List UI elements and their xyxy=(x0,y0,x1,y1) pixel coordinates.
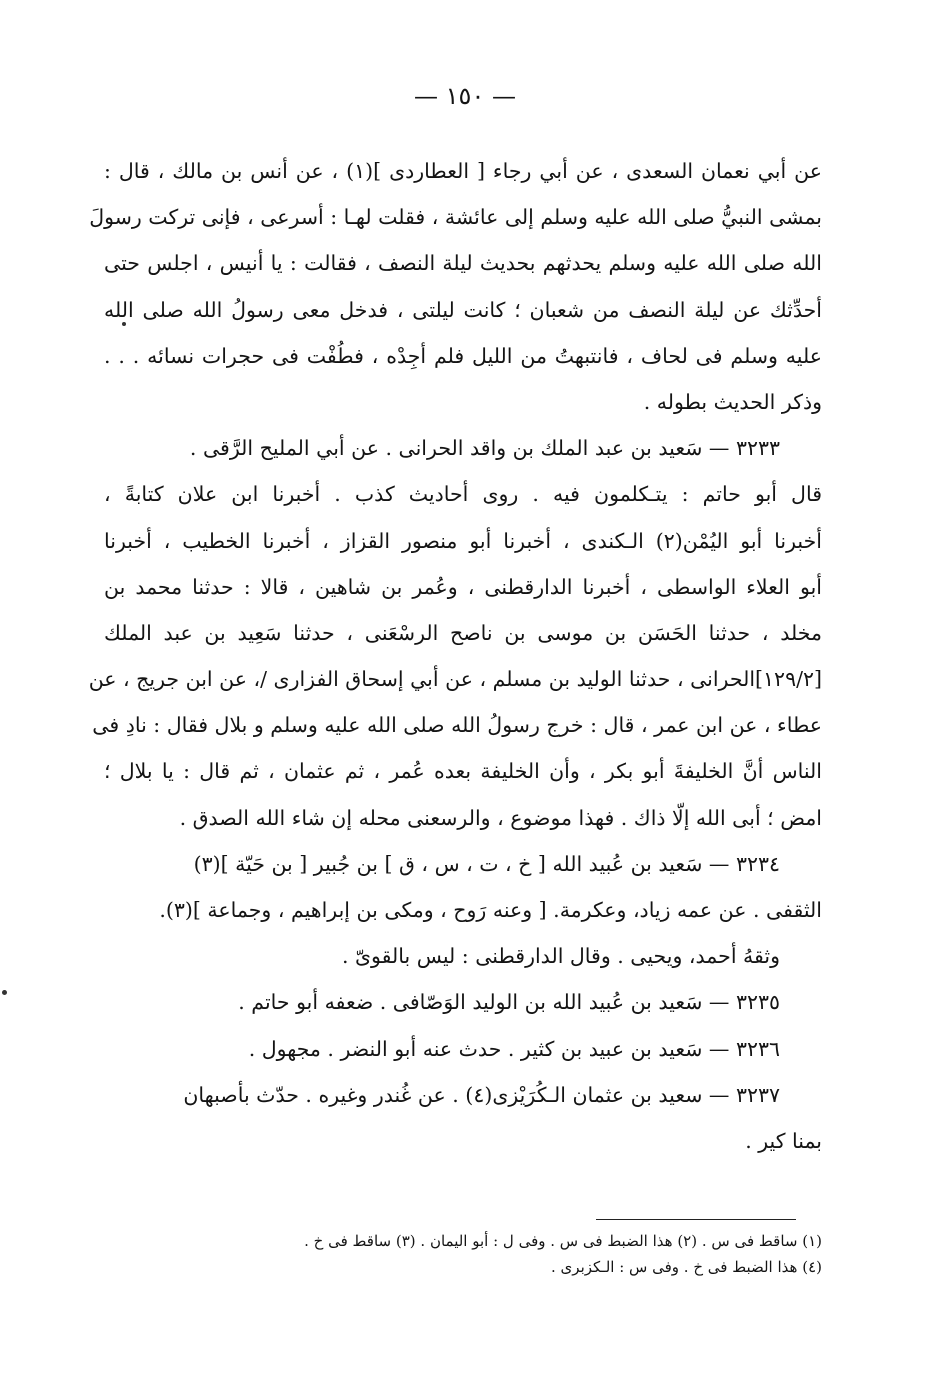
text-line: وثقهُ أحمد، ويحيى . وقال الدارقطنى : ليس بالقوىّ . xyxy=(341,944,780,969)
footnote-line: (٤) هذا الضبط فى خ . وفى س : الـكزبرى . xyxy=(551,1258,822,1276)
text-line: أبو العلاء الواسطى ، أخبرنا الدارقطنى ، وعُمر بن شاهين ، قالا : حدثنا محمد بن xyxy=(104,574,822,599)
entry-heading: ٣٢٣٧ — سعيد بن عثمان الـكُرَيْزى(٤) . عن غُندر وغيره . حدّث بأصبهان xyxy=(183,1082,780,1107)
text-line: أخبرنا أبو اليُمْن(٢) الـكندى ، أخبرنا أبو منصور القزاز ، أخبرنا الخطيب ، أخبرنا xyxy=(104,528,822,553)
entry-heading: ٣٢٣٤ — سَعيد بن عُبيد الله [ خ ، ت ، س ، ق ] بن جُبير [ بن حَيّة ](٣) xyxy=(193,851,780,876)
text-line: عطاء ، عن ابن عمر ، قال : خرج رسولُ الله صلى الله عليه وسلم و بلال فقال : نادِ فى xyxy=(92,713,822,738)
footnotes xyxy=(104,1228,822,1280)
scan-speck xyxy=(2,990,7,995)
text-line: مخلد ، حدثنا الحَسَن بن موسى بن ناصح الرسْعَنى ، حدثنا سَعِيد بن عبد الملك xyxy=(104,620,822,645)
text-line: [١٢٩/٢]الحرانى ، حدثنا الوليد بن مسلم ، عن أبي إسحاق الفزارى /، عن ابن جريج ، عن xyxy=(88,667,822,692)
text-line: بمشى النبيُّ صلى الله عليه وسلم إلى عائشة ، فقلت لهـا : أسرعى ، فإنى تركت رسولَ xyxy=(89,205,822,230)
text-line: قال أبو حاتم : يتـكلمون فيه . روى أحاديث كذب . أخبرنا ابن علان كتابةً ، xyxy=(104,482,822,507)
text-line: عليه وسلم فى لحاف ، فانتبهتُ من الليل فلم أجِدْه ، فطُفْت فى حجرات نسائه . . . xyxy=(104,343,822,368)
main-text xyxy=(88,148,822,1164)
text-line: بمنا كير . xyxy=(745,1128,822,1153)
footnote-divider xyxy=(596,1219,796,1220)
footnote-line: (١) ساقط فى س . (٢) هذا الضبط فى س . وفى ل : أبو اليمان . (٣) ساقط فى خ . xyxy=(304,1232,822,1250)
text-line: الله صلى الله عليه وسلم يحدثهم بحديث ليلة النصف ، فقالت : يا أنيس ، اجلس حتى xyxy=(104,251,822,276)
entry-heading: ٣٢٣٥ — سَعيد بن عُبيد الله بن الوليد الوَصّافى . ضعفه أبو حاتم . xyxy=(238,990,780,1015)
text-line: أحدِّثك عن ليلة النصف من شعبان ؛ كانت ليلتى ، فدخل معى رسولُ الله صلى الله xyxy=(104,297,822,322)
text-line: عن أبي نعمان السعدى ، عن أبي رجاء [ العطاردى ](١) ، عن أنس بن مالك ، قال : xyxy=(104,159,822,183)
text-line: الناس أنَّ الخليفةَ أبو بكر ، وأن الخليفة بعده عُمر ، ثم عثمان ، ثم قال : يا بلال ؛ xyxy=(104,759,822,784)
text-line: امض ؛ أبى الله إلّا ذاك . فهذا موضوع ، والرسعنى محله إن شاء الله الصدق . xyxy=(179,805,822,830)
text-line: الثقفى . عن عمه زياد، وعكرمة. [ وعنه رَوح ، ومكى بن إبراهيم ، وجماعة ](٣). xyxy=(159,898,822,922)
entry-heading: ٣٢٣٣ — سَعيد بن عبد الملك بن واقد الحرانى . عن أبي المليح الرَّقى . xyxy=(189,436,780,461)
text-line: وذكر الحديث بطوله . xyxy=(643,389,822,414)
entry-heading: ٣٢٣٦ — سَعيد بن عبيد بن كثير . حدث عنه أبو النضر . مجهول . xyxy=(248,1036,780,1061)
scan-speck xyxy=(122,322,126,326)
page-number: — ١٥٠ — xyxy=(414,82,516,110)
